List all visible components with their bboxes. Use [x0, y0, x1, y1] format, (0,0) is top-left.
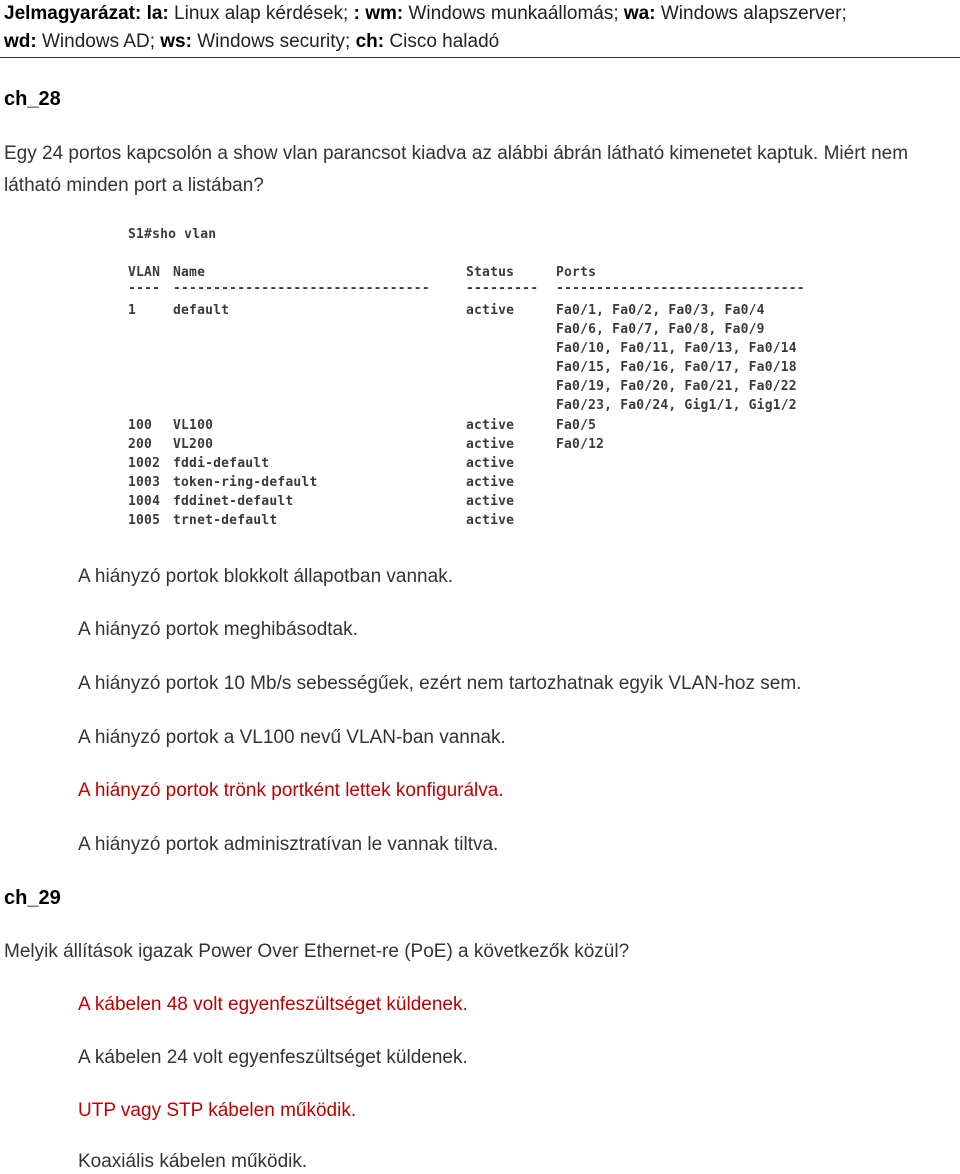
cli-vlan-name: token-ring-default: [173, 475, 318, 490]
legend-text: Windows security;: [191, 31, 356, 52]
answer-option: A hiányzó portok meghibásodtak.: [78, 619, 358, 640]
cli-vlan-status: active: [466, 456, 515, 471]
cli-vlan-ports: Fa0/10, Fa0/11, Fa0/13, Fa0/14: [556, 341, 797, 356]
question-text: Egy 24 portos kapcsolón a show vlan parancsot kiadva az alábbi ábrán látható kimenetet kaptuk. Miért nem látható minden port a listában?: [4, 143, 909, 196]
cli-vlan-ports: Fa0/23, Fa0/24, Gig1/1, Gig1/2: [556, 398, 797, 413]
cli-dashes: ---------: [466, 281, 539, 296]
legend-key: ch:: [355, 31, 385, 52]
cli-vlan-name: fddi-default: [173, 456, 270, 471]
cli-vlan-id: 1002: [128, 456, 161, 471]
legend-key: wa:: [623, 3, 656, 24]
cli-vlan-status: active: [466, 303, 515, 318]
cli-vlan-name: trnet-default: [173, 513, 278, 528]
cli-vlan-ports: Fa0/19, Fa0/20, Fa0/21, Fa0/22: [556, 379, 797, 394]
cli-vlan-id: 1003: [128, 475, 161, 490]
answer-option: A hiányzó portok 10 Mb/s sebességűek, ezért nem tartozhatnak egyik VLAN-hoz sem.: [78, 673, 802, 694]
cli-dashes: -------------------------------: [556, 281, 805, 296]
legend-text: Linux alap kérdések;: [168, 3, 354, 24]
cli-vlan-status: active: [466, 418, 515, 433]
legend-text: Windows munkaállomás;: [403, 3, 624, 24]
cli-prompt: S1#sho vlan: [128, 227, 217, 242]
cli-vlan-status: active: [466, 494, 515, 509]
cli-vlan-id: 100: [128, 418, 153, 433]
cli-vlan-name: default: [173, 303, 230, 318]
cli-dashes: --------------------------------: [173, 281, 430, 296]
cli-vlan-ports: Fa0/1, Fa0/2, Fa0/3, Fa0/4: [556, 303, 765, 318]
cli-vlan-id: 200: [128, 437, 153, 452]
cli-vlan-status: active: [466, 437, 515, 452]
legend-key: Jelmagyarázat: la:: [4, 3, 169, 24]
cli-header: Name: [173, 265, 206, 280]
legend-text: Cisco haladó: [384, 31, 500, 52]
legend-text: Windows alapszerver;: [655, 3, 847, 24]
answer-option: A hiányzó portok adminisztratívan le vannak tiltva.: [78, 834, 499, 855]
header-divider: [0, 57, 960, 58]
cli-vlan-status: active: [466, 475, 515, 490]
question-id: ch_29: [4, 887, 61, 909]
cli-vlan-id: 1004: [128, 494, 161, 509]
legend-text: Windows AD;: [36, 31, 161, 52]
cli-vlan-name: VL200: [173, 437, 214, 452]
answer-option: Koaxiális kábelen működik.: [78, 1151, 308, 1172]
answer-option-correct: A kábelen 48 volt egyenfeszültséget küldenek.: [78, 994, 468, 1015]
answer-option-correct: UTP vagy STP kábelen működik.: [78, 1100, 357, 1121]
cli-vlan-ports: Fa0/5: [556, 418, 597, 433]
legend-key: ws:: [160, 31, 192, 52]
legend: [4, 0, 954, 56]
answer-option: A hiányzó portok blokkolt állapotban vannak.: [78, 566, 453, 587]
cli-vlan-ports: Fa0/15, Fa0/16, Fa0/17, Fa0/18: [556, 360, 797, 375]
cli-vlan-name: fddinet-default: [173, 494, 294, 509]
answer-option: A hiányzó portok a VL100 nevű VLAN-ban vannak.: [78, 727, 506, 748]
cli-header: VLAN: [128, 265, 161, 280]
cli-header: Status: [466, 265, 515, 280]
cli-vlan-ports: Fa0/12: [556, 437, 605, 452]
cli-vlan-id: 1005: [128, 513, 161, 528]
legend-key: : wm:: [353, 3, 404, 24]
question-text: Melyik állítások igazak Power Over Ethernet-re (PoE) a következők közül?: [4, 941, 630, 962]
answer-option-correct: A hiányzó portok trönk portként lettek konfigurálva.: [78, 780, 504, 801]
cli-vlan-ports: Fa0/6, Fa0/7, Fa0/8, Fa0/9: [556, 322, 765, 337]
cli-header: Ports: [556, 265, 597, 280]
cli-vlan-status: active: [466, 513, 515, 528]
answer-option: A kábelen 24 volt egyenfeszültséget küldenek.: [78, 1047, 468, 1068]
cli-screenshot: [118, 222, 838, 534]
legend-key: wd:: [4, 31, 37, 52]
cli-dashes: ----: [128, 281, 161, 296]
cli-vlan-name: VL100: [173, 418, 214, 433]
cli-vlan-id: 1: [128, 303, 137, 318]
question-id: ch_28: [4, 88, 61, 110]
